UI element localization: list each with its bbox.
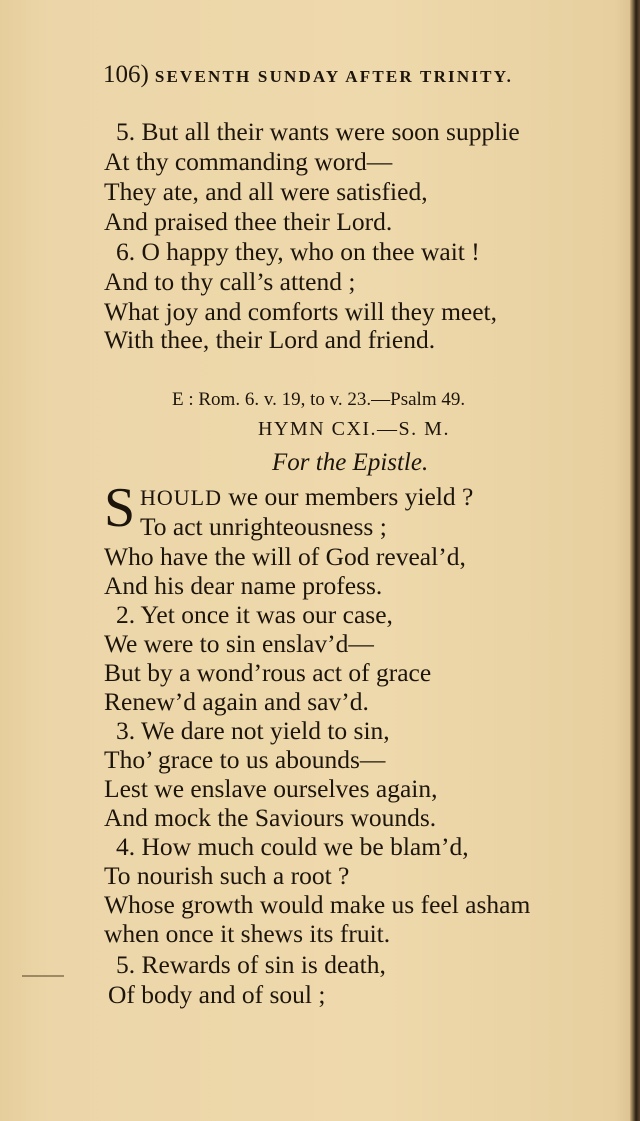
verse-line: Who have the will of God reveal’d, bbox=[104, 542, 466, 571]
verse-line: What joy and comforts will they meet, bbox=[104, 297, 498, 326]
drop-cap: S bbox=[104, 477, 136, 539]
verse-line: 6. O happy they, who on thee wait ! bbox=[116, 237, 480, 266]
opening-second-line: To act unrighteousness ; bbox=[140, 512, 387, 541]
verse-line: 3. We dare not yield to sin, bbox=[116, 716, 390, 745]
verse-line: And to thy call’s attend ; bbox=[104, 267, 356, 296]
verse-line: 5. Rewards of sin is death, bbox=[116, 950, 386, 979]
verse-line: Whose growth would make us feel asham bbox=[104, 890, 531, 919]
page-number: 106) bbox=[103, 61, 149, 88]
verse-line: 4. How much could we be blam’d, bbox=[116, 832, 469, 861]
verse-line: 5. But all their wants were soon supplie bbox=[116, 117, 520, 146]
hymn-title: HYMN CXI.—S. M. bbox=[258, 418, 450, 440]
verse-line: 2. Yet once it was our case, bbox=[116, 600, 393, 629]
margin-mark bbox=[22, 975, 64, 977]
opening-line bbox=[140, 482, 473, 512]
verse-line: They ate, and all were satisfied, bbox=[104, 177, 428, 206]
verse-line: But by a wond’rous act of grace bbox=[104, 658, 432, 687]
opening-first-line-rest: we our members yield ? bbox=[222, 482, 474, 511]
verse-line: Of body and of soul ; bbox=[108, 980, 326, 1009]
verse-line: At thy commanding word— bbox=[104, 147, 393, 176]
opening-first-word: HOULD bbox=[140, 485, 222, 510]
verse-line: And his dear name profess. bbox=[104, 571, 383, 600]
verse-line: And praised thee their Lord. bbox=[104, 207, 393, 236]
verse-line: Renew’d again and sav’d. bbox=[104, 687, 369, 716]
verse-line: Lest we enslave ourselves again, bbox=[104, 774, 438, 803]
page-edge bbox=[630, 0, 640, 1121]
verse-line: when once it shews its fruit. bbox=[104, 919, 391, 948]
verse-line: Tho’ grace to us abounds— bbox=[104, 745, 386, 774]
verse-line: To nourish such a root ? bbox=[104, 861, 350, 890]
hymn-occasion: For the Epistle. bbox=[272, 449, 429, 476]
running-header bbox=[103, 58, 633, 92]
verse-line: And mock the Saviours wounds. bbox=[104, 803, 437, 832]
running-title: SEVENTH SUNDAY AFTER TRINITY. bbox=[154, 67, 514, 86]
verse-line: With thee, their Lord and friend. bbox=[104, 325, 436, 354]
scripture-reference: E : Rom. 6. v. 19, to v. 23.—Psalm 49. bbox=[172, 389, 466, 410]
verse-line: We were to sin enslav’d— bbox=[104, 629, 374, 658]
